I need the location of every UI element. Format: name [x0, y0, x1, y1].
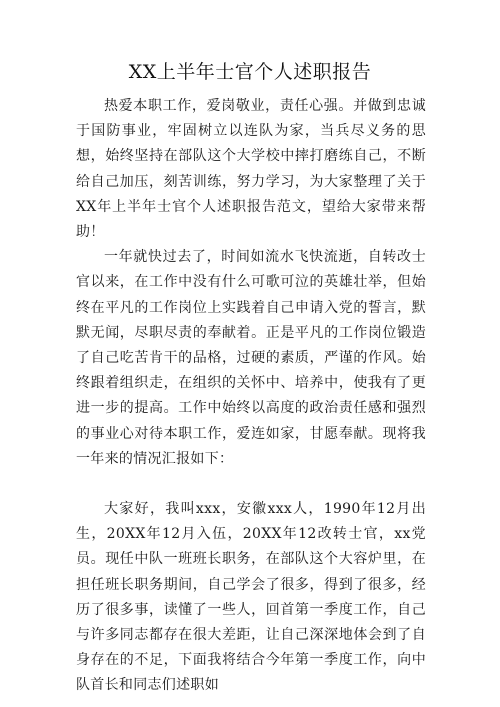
- paragraph-self-introduction: 大家好，我叫xxx，安徽xxx人，1990年12月出生，20XX年12月入伍，20XX年12改转士官，xx党员。现任中队一班班长职务，在部队这个大容炉里，在担任班长职务期间，自己学会了很多，得到了很多，经历了很多事，读懂了一些人，回首第一季度工作，自己与许多同志都存在很大差距，让自己深深地体会到了自身存在的不足，下面我将结合今年第一季度工作，向中队首长和同志们述职如: [76, 501, 426, 694]
- paragraph-spacer: [76, 472, 426, 497]
- document-title: XX上半年士官个人述职报告: [128, 61, 372, 83]
- document-body: [76, 94, 426, 699]
- paragraph-summary: 一年就快过去了，时间如流水飞快流逝，自转改士官以来，在工作中没有什么可歌可泣的英雄壮举，但始终在平凡的工作岗位上实践着自己申请入党的誓言，默默无闻，尽职尽责的奉献着。正是平凡的工作岗位锻造了自己吃苦肯干的品格，过硬的素质，严谨的作风。始终跟着组织走，在组织的关怀中、培养中，使我有了更进一步的提高。工作中始终以高度的政治责任感和强烈的事业心对待本职工作，爱连如家，甘愿奉献。现将我一年来的情况汇报如下：: [76, 249, 426, 467]
- paragraph-intro: 热爱本职工作，爱岗敬业，责任心强。并做到忠诚于国防事业，牢固树立以连队为家，当兵尽义务的思想，始终坚持在部队这个大学校中摔打磨练自己，不断给自己加压，刻苦训练，努力学习，为大家整理了关于XX年上半年士官个人述职报告范文，望给大家带来帮助！: [76, 98, 426, 241]
